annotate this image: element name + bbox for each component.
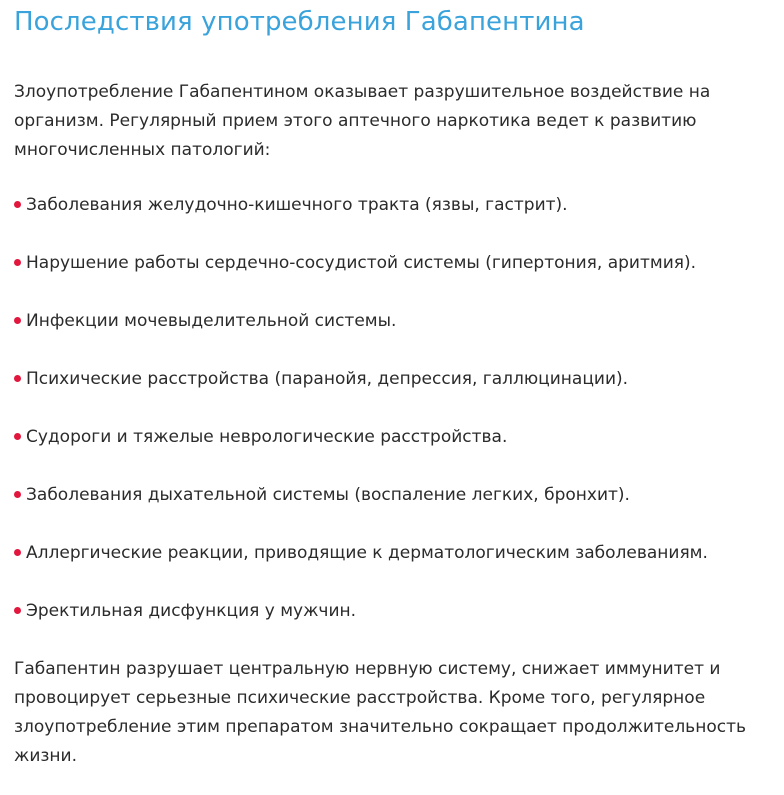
list-item (14, 365, 774, 394)
bullet-icon (14, 549, 21, 556)
outro-paragraph: Габапентин разрушает центральную нервную систему, снижает иммунитет и провоцирует серьезные психические расстройства. Кроме того, регулярное злоупотребление этим препаратом значительно сокращает продолжительность жизни. (14, 659, 746, 766)
bullet-icon (14, 433, 21, 440)
list-item (14, 191, 774, 220)
list-item-text: Эректильная дисфункция у мужчин. (26, 601, 357, 621)
list-item-text: Инфекции мочевыделительной системы. (26, 311, 397, 331)
list-item-text: Заболевания желудочно-кишечного тракта (язвы, гастрит). (26, 195, 568, 215)
list-item (14, 423, 774, 452)
intro-paragraph: Злоупотребление Габапентином оказывает разрушительное воздействие на организм. Регулярный прием этого аптечного наркотика ведет к развитию многочисленных патологий: (14, 82, 711, 160)
consequences-list (14, 191, 774, 626)
bullet-icon (14, 201, 21, 208)
list-item (14, 481, 774, 510)
bullet-icon (14, 259, 21, 266)
list-item-text: Судороги и тяжелые неврологические расстройства. (26, 427, 508, 447)
list-item (14, 307, 774, 336)
bullet-icon (14, 491, 21, 498)
list-item-text: Нарушение работы сердечно-сосудистой системы (гипертония, аритмия). (26, 253, 697, 273)
list-item-text: Заболевания дыхательной системы (воспаление легких, бронхит). (26, 485, 630, 505)
bullet-icon (14, 375, 21, 382)
article-title: Последствия употребления Габапентина (14, 7, 585, 37)
list-item (14, 249, 774, 278)
bullet-icon (14, 317, 21, 324)
bullet-icon (14, 607, 21, 614)
list-item (14, 539, 774, 568)
list-item-text: Психические расстройства (паранойя, депрессия, галлюцинации). (26, 369, 629, 389)
list-item-text: Аллергические реакции, приводящие к дерматологическим заболеваниям. (26, 543, 708, 563)
list-item (14, 597, 774, 626)
